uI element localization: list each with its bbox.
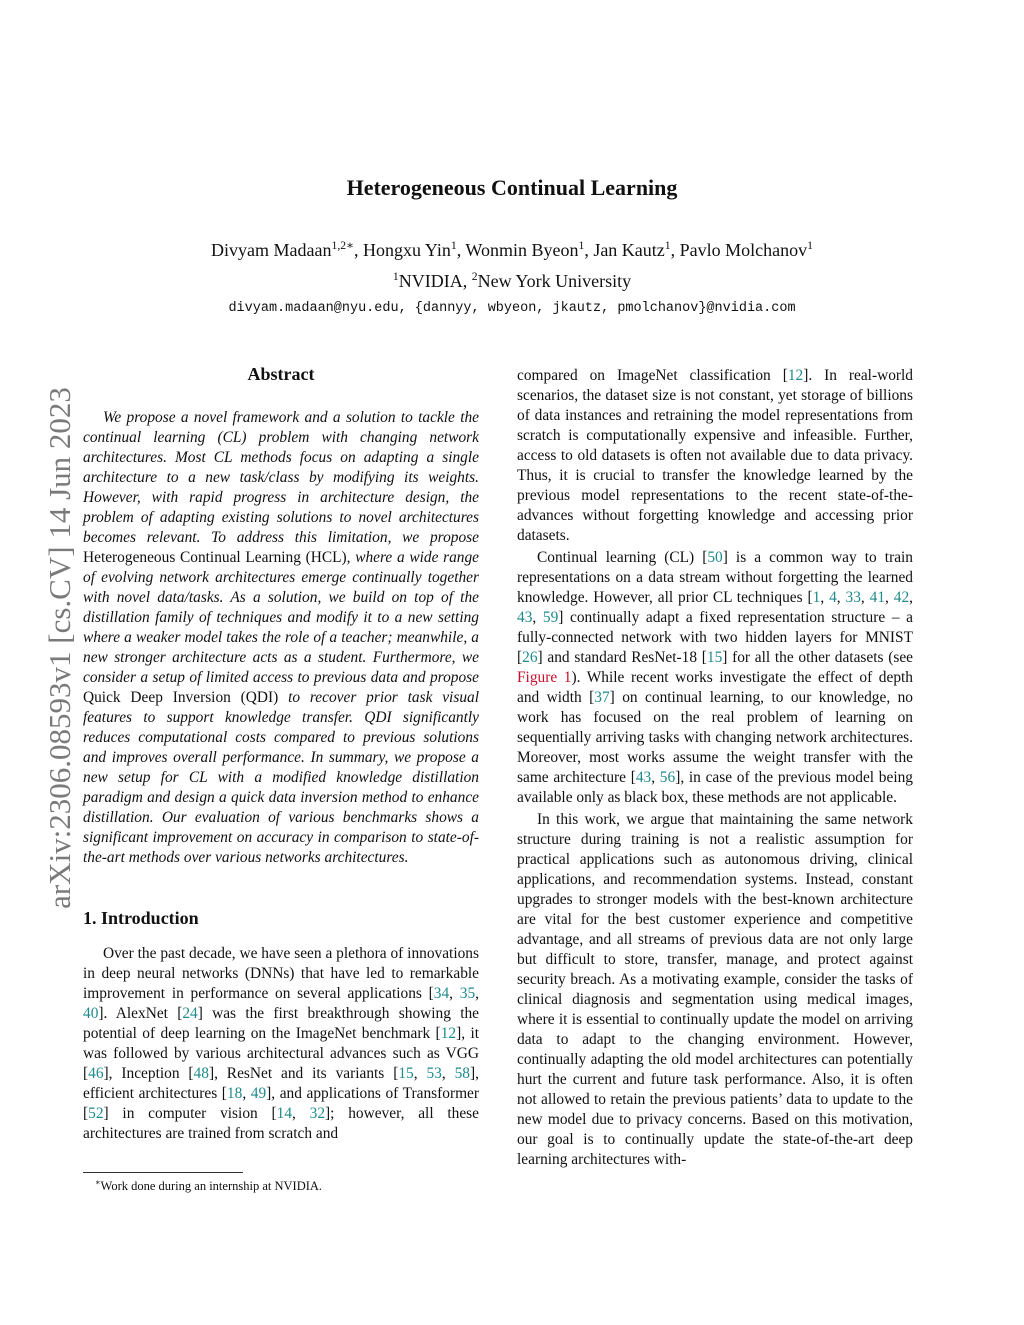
citation-link[interactable]: 46 <box>88 1065 104 1082</box>
citation-link[interactable]: 41 <box>869 589 886 606</box>
footnote <box>95 1178 322 1194</box>
text-run: ], efficient architectures [ <box>83 1065 479 1102</box>
text-run: , <box>475 985 480 1002</box>
intro-paragraph <box>83 944 479 1144</box>
text-run: ]; however, all these architectures are trained from scratch and <box>83 1105 479 1142</box>
citation-link[interactable]: 26 <box>522 649 538 666</box>
intro-paragraph <box>517 810 913 1170</box>
text-run: ], Inception [ <box>103 1065 194 1082</box>
text-run: Quick Deep Inversion (QDI) <box>83 689 279 706</box>
intro-paragraph <box>517 548 913 808</box>
author-name: Wonmin Byeon <box>465 240 579 260</box>
citation-link[interactable]: 49 <box>250 1085 267 1102</box>
text-run: We propose a novel framework and a solution to tackle the continual learning (CL) problem with changing network architectures. Most CL methods focus on adapting a single architecture to a new task/class by modifying its weights. However, with rapid progress in architecture design, the problem of adapting existing solutions to novel architectures becomes relevant. To address this limitation, we propose <box>83 409 479 546</box>
author-name: Jan Kautz <box>593 240 665 260</box>
citation-link[interactable]: 42 <box>893 589 910 606</box>
text-run: ] and standard ResNet-18 [ <box>537 649 707 666</box>
text-run: , <box>449 985 460 1002</box>
citation-link[interactable]: 33 <box>845 589 861 606</box>
author-affil-mark: 1 <box>578 239 585 252</box>
text-run: ], and applications of Transformer [ <box>83 1085 479 1122</box>
arxiv-identifier: arXiv:2306.08593v1 [cs.CV] 14 Jun 2023 <box>42 387 77 909</box>
citation-link[interactable]: 18 <box>226 1085 243 1102</box>
citation-link[interactable]: 58 <box>454 1065 470 1082</box>
citation-link[interactable]: 15 <box>398 1065 414 1082</box>
text-run: to recover prior task visual features to support knowledge transfer. QDI significantly reduces computational costs compared to previous solutions and improves overall performance. In summary, we propose a new setup for CL with a modified knowledge distillation paradigm and design a quick data inversion method to enhance distillation. Our evaluation of various benchmarks shows a significant improvement on accuracy in comparison to state-of-the-art methods over various networks architectures. <box>83 689 479 866</box>
text-run: ] for all the other datasets (see <box>722 649 913 666</box>
text-run: In this work, we argue that maintaining the same network structure during training is not a realistic assumption for practical applications such as autonomous driving, clinical applications, and recommendation systems. Instead, constant upgrades to stronger models with the best-known architecture are vital for the best customer experience and competitive advantage, and all streams of previous data are not only large but difficult to store, transfer, manage, and protect against security breach. As a motivating example, consider the tasks of clinical diagnosis and segmentation using medical images, where it is essential to continually update the model on arriving data to adapt to the changing environment. However, continually adapting the old model architectures can potentially hurt the current and future task performance. Also, it is often not allowed to retain the previous patients’ data to update to the new model due to privacy concerns. Based on this motivation, our goal is to continually update the state-of-the-art deep learning architectures with- <box>517 811 913 1168</box>
intro-heading: 1. Introduction <box>83 908 199 928</box>
text-run: ] in computer vision [ <box>103 1105 277 1122</box>
abstract-body <box>83 408 479 868</box>
text-run: , <box>909 589 913 606</box>
citation-link[interactable]: 35 <box>459 985 476 1002</box>
affiliations: $^1$NVIDIA, $^2$New York University <box>392 270 632 291</box>
citation-link[interactable]: 14 <box>276 1105 293 1122</box>
text-run: , <box>413 1065 427 1082</box>
text-run: , <box>651 769 660 786</box>
author-name: Hongxu Yin <box>363 240 451 260</box>
author-affil-mark: 1 <box>664 239 671 252</box>
affil-name: New York University <box>477 271 632 291</box>
text-run: ], ResNet and its variants [ <box>208 1065 399 1082</box>
citation-link[interactable]: 50 <box>707 549 723 566</box>
paper-title: Heterogeneous Continual Learning <box>346 175 678 200</box>
text-run: , <box>292 1105 310 1122</box>
citation-link[interactable]: 43 <box>517 609 533 626</box>
text-run: , <box>885 589 894 606</box>
text-run: , <box>836 589 846 606</box>
text-run: ]. In real-world scenarios, the dataset size is not constant, yet storage of billions of data instances and retraining the model representations from scratch is computationally expensive and infeasible. Further, access to old datasets is often not available due to data privacy. Thus, it is crucial to transfer the knowledge learned by the previous model representations to the recent state-of-the-advances without forgetting knowledge and accessing prior datasets. <box>517 367 913 544</box>
affil-mark: 2 <box>471 270 478 283</box>
text-run: Over the past decade, we have seen a plethora of innovations in deep neural networks (DNNs) that have led to remarkable improvement in performance on several applications [ <box>83 945 479 1002</box>
text-run: compared on ImageNet classification [ <box>517 367 788 384</box>
footnote-rule <box>83 1172 243 1173</box>
citation-link[interactable]: 59 <box>542 609 559 626</box>
intro-paragraph <box>517 366 913 546</box>
citation-link[interactable]: 1 <box>812 589 821 606</box>
text-run: ] is a common way to train representations on a data stream without forgetting the learned knowledge. However, all prior CL techniques [ <box>517 549 914 606</box>
footnote-mark: ∗ <box>95 1177 101 1187</box>
text-run: , where a wide range of evolving network architectures emerge continually together with novel data/tasks. As a solution, we build on top of the distillation family of techniques and modify it to a new setting where a weaker model takes the role of a teacher; meanwhile, a new stronger architecture acts as a student. Furthermore, we consider a setup of limited access to previous data and propose <box>83 549 479 686</box>
citation-link[interactable]: 12 <box>787 367 804 384</box>
citation-link[interactable]: 52 <box>88 1105 104 1122</box>
citation-link[interactable]: 24 <box>182 1005 198 1022</box>
citation-link[interactable]: 34 <box>433 985 450 1002</box>
text-run: , <box>441 1065 455 1082</box>
author-affil-mark: 1,2∗ <box>331 239 355 252</box>
author-affil-mark: 1 <box>807 239 813 252</box>
citation-link[interactable]: 37 <box>594 689 610 706</box>
citation-link[interactable]: 15 <box>706 649 723 666</box>
figure-link[interactable]: Figure 1 <box>517 669 572 686</box>
citation-link[interactable]: 56 <box>659 769 676 786</box>
text-run: , <box>532 609 543 626</box>
citation-link[interactable]: 32 <box>309 1105 326 1122</box>
author-affil-mark: 1 <box>450 239 457 252</box>
text-run: ], in case of the previous model being available only as black box, these methods are not applicable. <box>517 769 913 806</box>
citation-link[interactable]: 53 <box>426 1065 442 1082</box>
citation-link[interactable]: 12 <box>440 1025 457 1042</box>
left-column <box>83 362 479 1144</box>
author-list: Divyam Madaan$^{1,2∗}$, Hongxu Yin$^1$, Wonmin Byeon$^1$, Jan Kautz$^1$, Pavlo Molchanov$^1$ <box>211 239 813 260</box>
text-run: ], it was followed by various architectural advances such as VGG [ <box>83 1025 479 1082</box>
citation-link[interactable]: 4 <box>829 589 837 606</box>
text-run: ). While recent works investigate the effect of depth and width [ <box>517 669 913 706</box>
right-column <box>517 366 913 1170</box>
citation-link[interactable]: 40 <box>83 1005 99 1022</box>
affil-name: NVIDIA <box>398 271 463 291</box>
text-run: ] was the first breakthrough showing the potential of deep learning on the ImageNet benchmark [ <box>83 1005 479 1042</box>
affil-mark: 1 <box>392 270 399 283</box>
text-run: , <box>860 589 870 606</box>
text-run: ]. AlexNet [ <box>98 1005 183 1022</box>
text-run: , <box>820 589 830 606</box>
text-run: Continual learning (CL) [ <box>537 549 708 566</box>
citation-link[interactable]: 43 <box>635 769 652 786</box>
author-name: Divyam Madaan <box>211 240 332 260</box>
author-name: Pavlo Molchanov <box>679 240 808 260</box>
citation-link[interactable]: 48 <box>193 1065 209 1082</box>
text-run: , <box>242 1085 251 1102</box>
footnote-text: Work done during an internship at NVIDIA. <box>100 1179 323 1193</box>
author-emails: divyam.madaan@nyu.edu, {dannyy, wbyeon, jkautz, pmolchanov}@nvidia.com <box>228 301 796 316</box>
text-run: Heterogeneous Continual Learning (HCL) <box>83 549 347 566</box>
abstract-heading: Abstract <box>247 364 315 384</box>
text-run: ] continually adapt a fixed representation structure – a fully-connected network with two hidden layers for MNIST [ <box>517 609 913 666</box>
text-run: ] on continual learning, to our knowledge, no work has focused on the real problem of learning on sequentially arriving tasks with changing network architectures. Moreover, most works assume the weight transfer with the same architecture [ <box>517 689 914 786</box>
